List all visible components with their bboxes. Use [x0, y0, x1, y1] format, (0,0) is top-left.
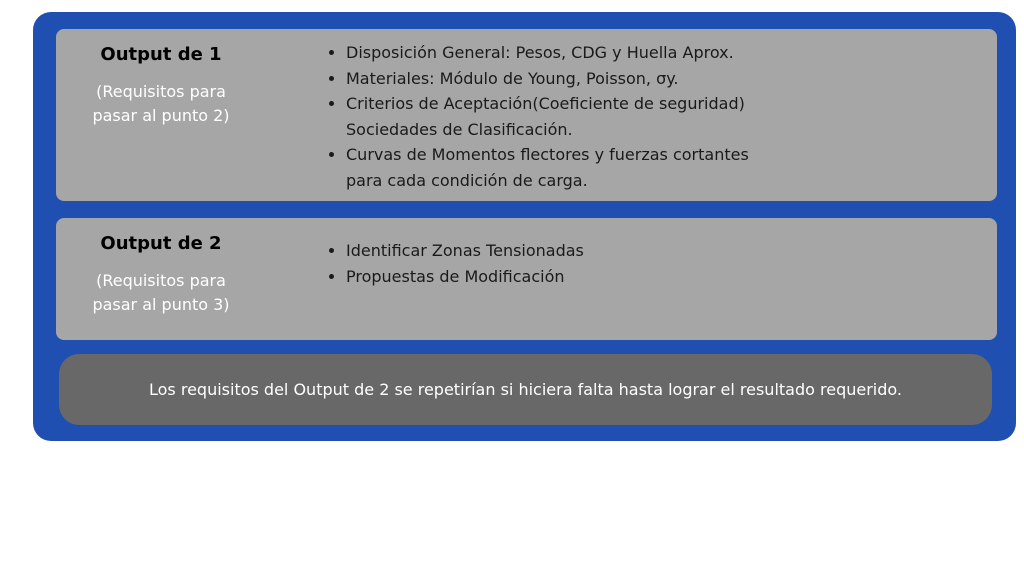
footer-note-panel	[59, 354, 992, 425]
output-1-panel	[56, 29, 997, 201]
output-2-bullet-list	[326, 238, 584, 289]
bullet-text-continuation: Sociedades de Clasificación.	[346, 119, 573, 139]
output-2-title: Output de 2	[100, 233, 222, 254]
output-2-subtitle-line2: pasar al punto 3)	[92, 295, 230, 314]
output-1-header	[56, 29, 266, 128]
output-1-subtitle-line1: (Requisitos para	[96, 82, 226, 101]
list-item	[326, 264, 584, 290]
bullet-text: Criterios de Aceptación(Coeficiente de seguridad)	[346, 94, 745, 114]
output-1-subtitle	[56, 80, 266, 128]
output-2-subtitle-line1: (Requisitos para	[96, 271, 226, 290]
output-2-header	[56, 218, 266, 317]
output-1-title: Output de 1	[100, 44, 222, 65]
list-item	[326, 66, 749, 92]
bullet-text: Identificar Zonas Tensionadas	[346, 241, 584, 260]
bullet-text: Propuestas de Modificación	[346, 266, 565, 286]
list-item	[326, 142, 749, 193]
list-item	[326, 40, 749, 66]
output-2-panel	[56, 218, 997, 340]
list-item	[326, 238, 584, 264]
bullet-text: Curvas de Momentos flectores y fuerzas cortantes	[346, 145, 749, 165]
bullet-text: Disposición General: Pesos, CDG y Huella Aprox.	[346, 43, 734, 62]
list-item	[326, 91, 749, 142]
output-2-subtitle	[56, 269, 266, 317]
footer-note-text: Los requisitos del Output de 2 se repetirían si hiciera falta hasta lograr el resultado requerido.	[149, 380, 902, 399]
output-1-subtitle-line2: pasar al punto 2)	[92, 106, 230, 125]
bullet-text-continuation: para cada condición de carga.	[346, 170, 588, 190]
output-1-bullet-list	[326, 40, 749, 194]
bullet-text: Materiales: Módulo de Young, Poisson, σy.	[346, 68, 679, 88]
